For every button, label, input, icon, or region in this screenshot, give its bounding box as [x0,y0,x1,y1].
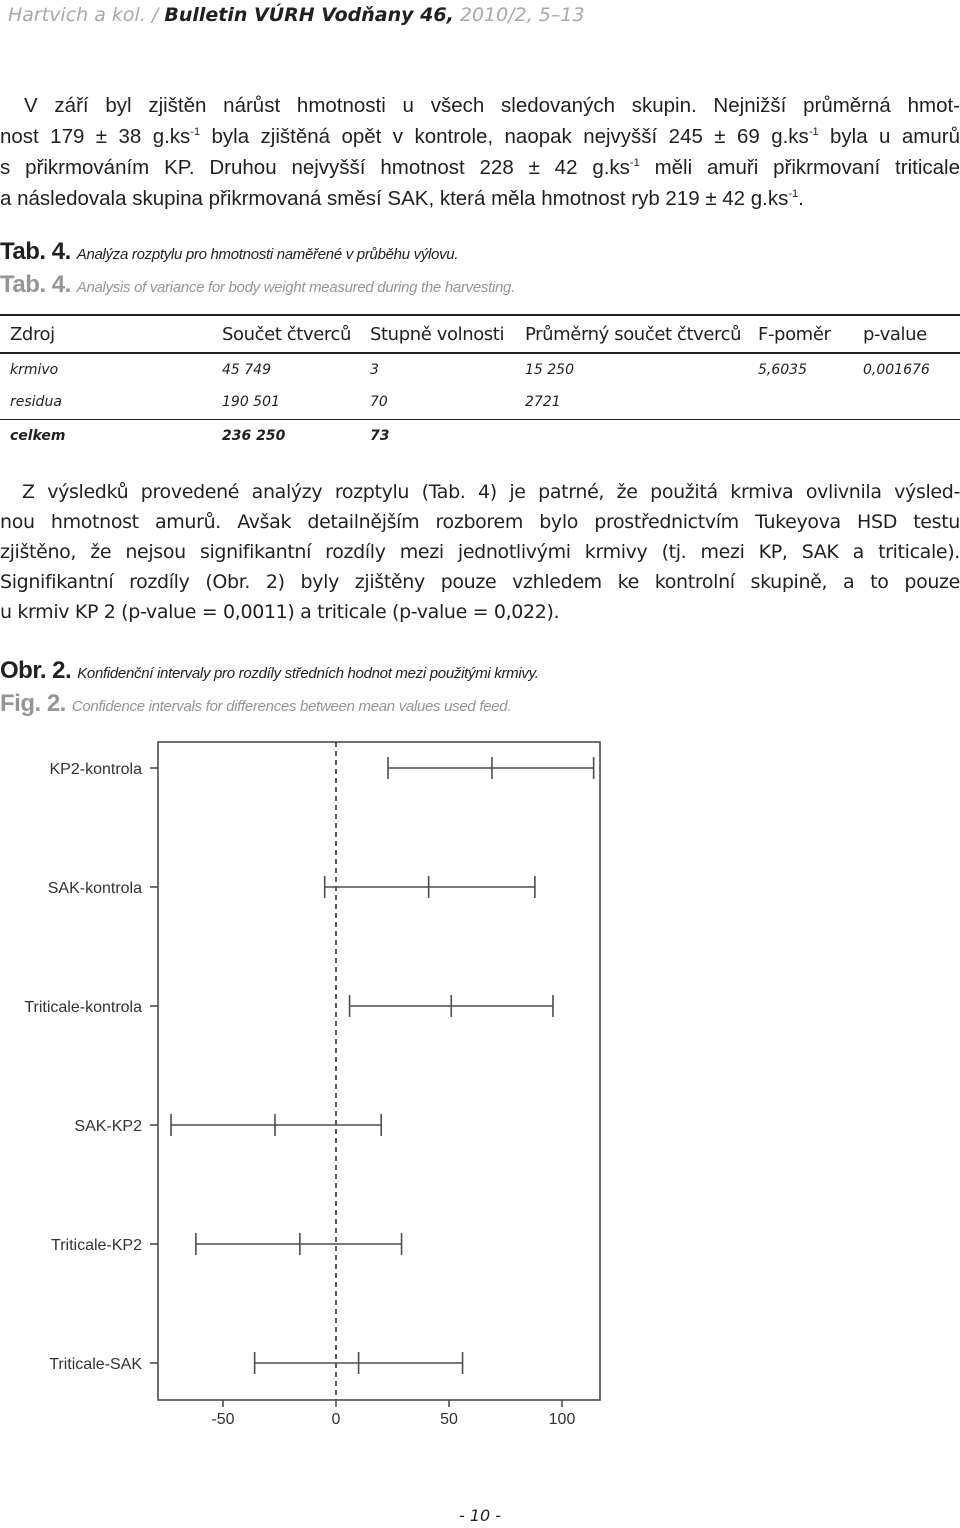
table-cell [853,386,960,419]
paragraph-line: Z výsledků provedené analýzy rozptylu (Tab. 4) je patrné, že použitá krmiva ovlivnila výsled- [22,481,960,503]
table-cell [515,419,748,452]
table-cell: 236 250 [212,419,360,452]
column-header: Zdroj [0,315,212,353]
figure-caption-label: Obr. 2. [0,657,72,684]
table-caption-label: Tab. 4. [0,271,71,298]
figure-caption-en [0,690,511,718]
table-cell [853,419,960,452]
table-caption-cz [0,238,458,266]
table-cell: 5,6035 [758,362,807,378]
confidence-interval-chart [0,730,960,1442]
x-tick-label: 0 [331,1411,341,1428]
table-cell: 2721 [525,394,561,411]
column-header: Stupně volnosti [360,315,515,353]
paragraph-line: s přikrmováním KP. Druhou nejvyšší hmotnost 228 ± 42 $g.ks^{-1}$ měli amuři přikrmovaní triticale [0,156,960,179]
table-cell: 73 [360,419,515,452]
paragraph-anova-interpretation [0,477,960,627]
table-row [0,353,960,386]
figure-caption-label: Fig. 2. [0,690,66,717]
table-caption-text: Analysis of variance for body weight measured during the harvesting. [76,279,515,296]
table-caption-text: Analýza rozptylu pro hmotnosti naměřené v průběhu výlovu. [76,246,459,263]
y-tick-label: Triticale-SAK [49,1356,142,1373]
y-tick-label: Triticale-kontrola [24,999,142,1016]
table-caption-en [0,271,515,299]
table-cell: 190 501 [222,394,280,411]
header-issue: 2010/2, 5–13 [459,4,585,26]
y-tick-label: Triticale-KP2 [51,1237,142,1254]
paragraph-line: zjištěno, že nejsou signifikantní rozdíly mezi jednotlivými krmivy (tj. mezi KP, SAK a triticale). [0,541,960,563]
x-tick-label: -50 [211,1411,235,1428]
running-header [8,4,585,26]
paragraph-line: Signifikantní rozdíly (Obr. 2) byly zjištěny pouze vzhledem ke kontrolní skupině, a to pouze [0,571,960,593]
table-cell [748,419,853,452]
table-cell: residua [10,394,62,411]
x-tick-label: 50 [440,1411,458,1428]
figure-caption-text: Konfidenční intervaly pro rozdíly středních hodnot mezi použitými krmivy. [77,665,539,682]
table-header-row [0,315,960,353]
y-tick-label: KP2-kontrola [49,761,142,778]
column-header: F-poměr [748,315,853,353]
x-tick-label: 100 [548,1411,576,1428]
table-row [0,386,960,419]
table-cell [748,386,853,419]
figure-caption-text: Confidence intervals for differences between mean values used feed. [71,698,512,715]
table-row-total [0,419,960,452]
page-number: - 10 - [458,1506,502,1525]
table-cell: 70 [370,394,388,411]
table-cell: 15 250 [525,362,574,378]
paragraph-weight-results [0,90,960,214]
paragraph-line: V září byl zjištěn nárůst hmotnosti u všech sledovaných skupin. Nejnižší průměrná hmot- [24,94,960,117]
y-tick-label: SAK-kontrola [47,880,142,897]
figure-caption-cz [0,657,539,685]
table-cell: 45 749 [222,362,271,378]
table-cell: celkem [0,419,212,452]
paragraph-line: nost 179 ± 38 $g.ks^{-1}$ byla zjištěná opět v kontrole, naopak nejvyšší 245 ± 69 $g.ks^{-1}$ byla u amurů [0,125,960,148]
header-journal: Bulletin VÚRH Vodňany 46, [164,4,454,26]
table-cell: 0,001676 [863,362,930,378]
y-tick-label: SAK-KP2 [74,1118,142,1135]
column-header: Součet čtverců [212,315,360,353]
paragraph-line: a následovala skupina přikrmovaná směsí SAK, která měla hmotnost ryb 219 ± 42 $g.ks^{-1}$. [0,187,804,210]
anova-table [0,314,960,452]
table-cell: krmivo [10,362,59,378]
column-header: Průměrný součet čtverců [515,315,748,353]
plot-frame [158,742,600,1400]
table-caption-label: Tab. 4. [0,238,71,265]
paragraph-line: nou hmotnost amurů. Avšak detailnějším rozborem bylo prostřednictvím Tukeyova HSD testu [0,511,960,533]
paragraph-line: u krmiv KP 2 (p-value = 0,0011) a triticale (p-value = 0,022). [0,601,560,623]
column-header: p-value [853,315,960,353]
header-authors: Hartvich a kol. / [8,4,159,26]
table-cell: 3 [370,362,379,378]
